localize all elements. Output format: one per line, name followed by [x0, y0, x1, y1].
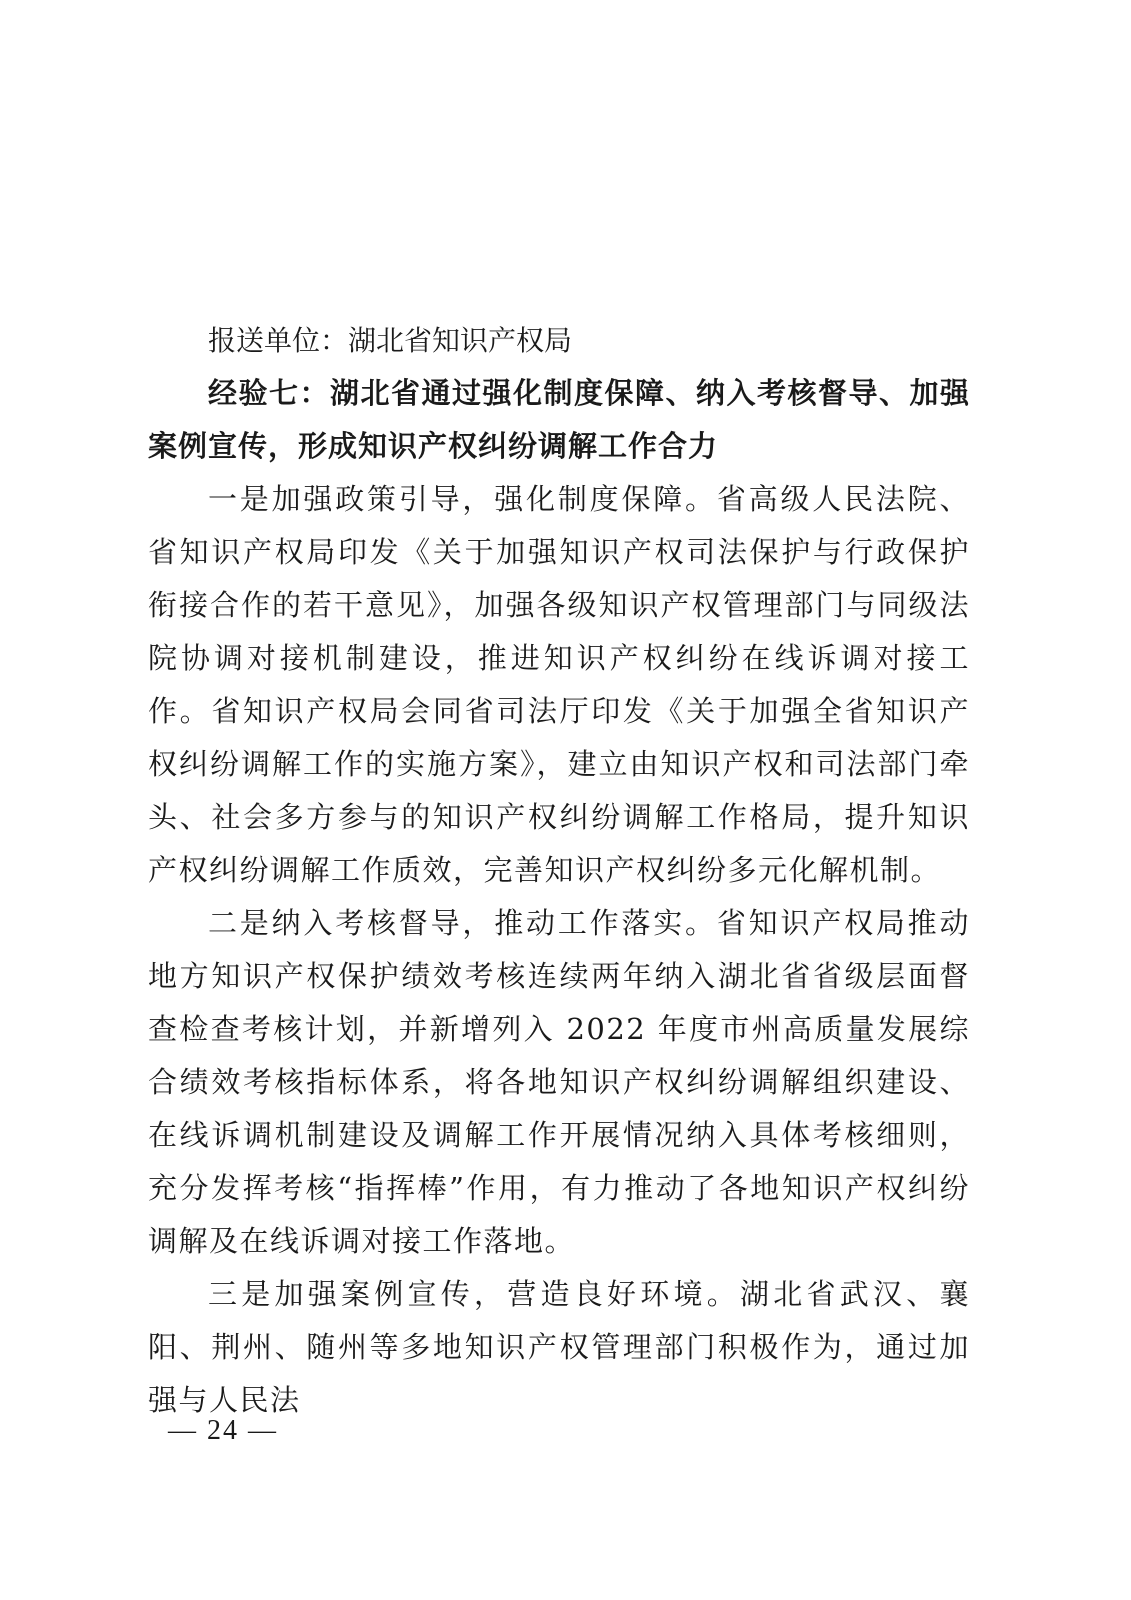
document-body	[148, 314, 970, 1427]
paragraph-1: 一是加强政策引导，强化制度保障。省高级人民法院、省知识产权局印发《关于加强知识产权司法保护与行政保护衔接合作的若干意见》，加强各级知识产权管理部门与同级法院协调对接机制建设，推进知识产权纠纷在线诉调对接工作。省知识产权局会同省司法厅印发《关于加强全省知识产权纠纷调解工作的实施方案》，建立由知识产权和司法部门牵头、社会多方参与的知识产权纠纷调解工作格局，提升知识产权纠纷调解工作质效，完善知识产权纠纷多元化解机制。	[148, 482, 970, 887]
experience-heading: 经验七：湖北省通过强化制度保障、纳入考核督导、加强案例宣传，形成知识产权纠纷调解工作合力	[148, 376, 970, 463]
paragraph-3: 三是加强案例宣传，营造良好环境。湖北省武汉、襄阳、荆州、随州等多地知识产权管理部门积极作为，通过加强与人民法	[148, 1277, 970, 1417]
paragraph-2: 二是纳入考核督导，推动工作落实。省知识产权局推动地方知识产权保护绩效考核连续两年纳入湖北省省级层面督查检查考核计划，并新增列入 2022 年度市州高质量发展综合绩效考核指标体系，将各地知识产权纠纷调解组织建设、在线诉调机制建设及调解工作开展情况纳入具体考核细则，充分发挥考核“指挥棒”作用，有力推动了各地知识产权纠纷调解及在线诉调对接工作落地。	[148, 906, 970, 1258]
page-number: — 24 —	[168, 1415, 278, 1446]
sender-line: 报送单位：湖北省知识产权局	[208, 324, 573, 357]
